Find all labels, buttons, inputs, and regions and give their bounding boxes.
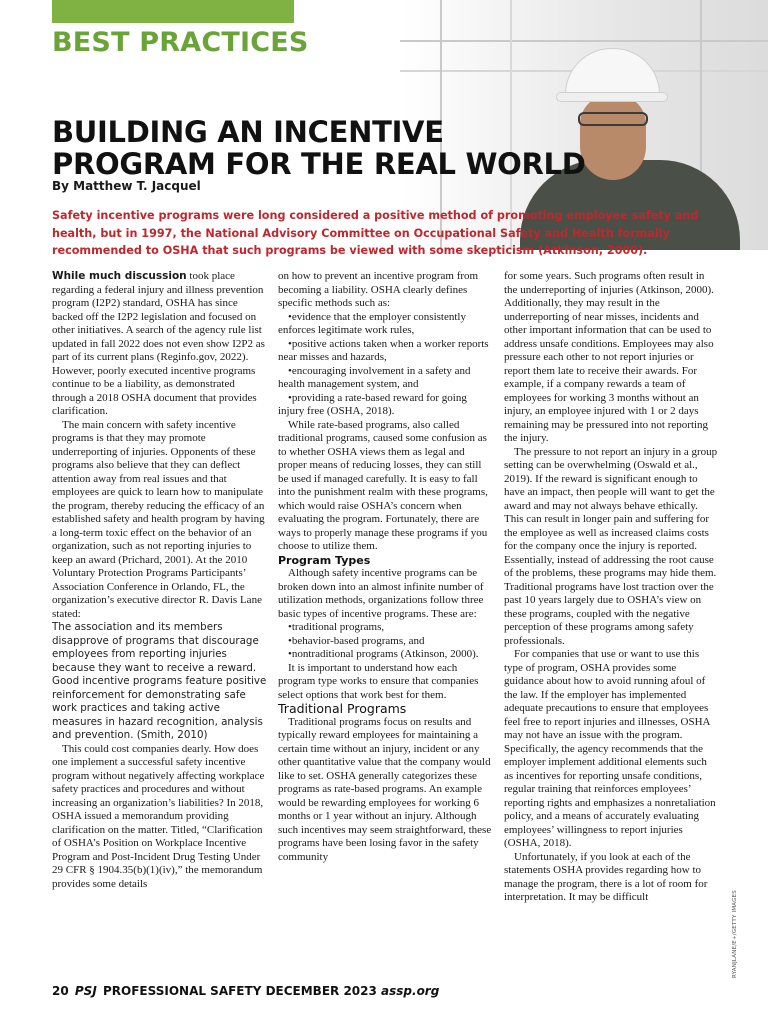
paragraph: The pressure to not report an injury in a group setting can be overwhelming (Oswald et al., 2019). If the reward is significant enough to have an impact, then people will want to get the award and may not always behave ethically. This can result in longer pain and suffering for the employee as well as increased claims costs for the company once the injury is reported. Essentially, instead of addressing the root cause of the problems, these programs may hide them. Traditional programs have lost traction over the past 10 years largely due to OSHA’s view on these programs, coupled with the negative perception of these programs among safety professionals. (504, 445, 718, 647)
column-3 (504, 270, 718, 905)
byline: By Matthew T. Jacquel (52, 179, 201, 193)
headline-line-1: BUILDING AN INCENTIVE (52, 115, 444, 149)
list-item: •evidence that the employer consistently enforces legitimate work rules, (278, 310, 466, 336)
section-color-bar (52, 0, 294, 23)
paragraph: Although safety incentive programs can be broken down into an almost infinite number of utilization methods, organizations follow three basic types of incentive programs. These are: (278, 567, 484, 620)
block-quote: The association and its members disapprove of programs that discourage employees from reporting injuries because they want to receive a reward. Good incentive programs feature positive reinforcement for demonstrating safe work practices and taking active measures in hazard recognition, analysis and prevention. (Smith, 2010) (52, 621, 267, 741)
headline (52, 116, 612, 180)
subhead-program-types: Program Types (278, 553, 371, 567)
page-number: 20 (52, 984, 69, 998)
paragraph: on how to prevent an incentive program from becoming a liability. OSHA clearly defines specific methods such as: (278, 270, 479, 309)
section-tag: BEST PRACTICES (52, 27, 309, 58)
website-link[interactable]: assp.org (381, 984, 440, 998)
intro-deck: Safety incentive programs were long considered a positive method of promoting employee safety and health, but in 1997, the National Advisory Committee on Occupational Safety and Health formally recommended to OSHA that such programs be viewed with some skepticism (Atkinson, 2000). (52, 209, 699, 257)
photo-credit-wrap (730, 870, 740, 980)
paragraph: The main concern with safety incentive programs is that they may promote underreporting of injuries. Opponents of these programs also believe that they can deflect attention away from real issues and that employees are quick to learn how to manipulate the program, thereby reducing the efficacy of an established safety and health program by having a long-term toxic effect on the behavior of an organization, such as not reporting injuries to keep an award (Prichard, 2001). At the 2010 Voluntary Protection Programs Participants’ Association Conference in Orlando, FL, the organization’s executive director R. Davis Lane stated: (52, 418, 265, 620)
paragraph: Unfortunately, if you look at each of the statements OSHA provides regarding how to manage the program, there is a lot of room for interpretation. It may be difficult (504, 850, 708, 903)
list-item: •traditional programs, (288, 621, 385, 633)
list-item: •encouraging involvement in a safety and health management system, and (278, 364, 471, 390)
list-item: •providing a rate-based reward for going injury free (OSHA, 2018). (278, 391, 467, 417)
list-item: •nontraditional programs (Atkinson, 2000). (288, 648, 479, 660)
page-footer (52, 984, 439, 998)
issue-date: DECEMBER 2023 (265, 984, 377, 998)
list-item: •positive actions taken when a worker reports near misses and hazards, (278, 337, 489, 363)
column-1 (52, 270, 267, 891)
brand-logo: PSJ (74, 984, 97, 998)
lead-in: While much discussion (52, 270, 187, 282)
paragraph: This could cost companies dearly. How does one implement a successful safety incentive program without negatively affecting workplace safety practices and procedures and without increasing an organization’s liabilities? In 2018, OSHA issued a memorandum providing clarification on the matter. Titled, “Clarification of OSHA’s Position on Workplace Incentive Program and Post-Incident Drug Testing Under 29 CFR § 1904.35(b)(1)(iv),” the memorandum provides some details (52, 742, 265, 890)
paragraph: Traditional programs focus on results and typically reward employees for maintaining a certain time without an injury, incident or any other quantitative value that the company would like to set. OSHA generally categorizes these programs as rate-based programs. An example would be rewarding employees for working 6 months or 1 year without an injury. Although such incentives may seem straightforward, these programs have been losing favor in the safety community (278, 715, 492, 863)
paragraph: While much discussion took place regarding a federal injury and illness prevention program (I2P2) standard, OSHA has since backed off the I2P2 legislation and focused on other initiatives. A search of the agency rule list updated in fall 2022 does not even show I2P2 as part of its current plans (Reginfo.gov, 2022). However, poorly executed incentive programs continue to be a liability, as demonstrated through a 2018 OSHA document that provides clarification. (52, 270, 265, 417)
column-2 (278, 270, 494, 864)
paragraph: It is important to understand how each program type works to ensure that companies select options that work best for them. (278, 661, 479, 701)
subhead-traditional-programs: Traditional Programs (278, 701, 407, 716)
paragraph: for some years. Such programs often result in the underreporting of injuries (Atkinson, 2000). Additionally, they may result in the underreporting of near misses, incidents and other important information that can be used to address unsafe conditions. Employees may also pressure each other to not report injuries or report them late to receive their awards. For example, if a company rewards a team of employees for working 3 months without an injury, an employee injured with 1 or 2 days remaining may be pressured into not reporting the injury. (504, 270, 714, 444)
publication-name: PROFESSIONAL SAFETY (102, 984, 262, 998)
photo-credit: RYANJLANE/E+/GETTY IMAGES (732, 890, 738, 978)
paragraph: For companies that use or want to use this type of program, OSHA provides some guidance about how to avoid running afoul of the law. If the employer has implemented adequate precautions to ensure that employees feel free to report injuries and illnesses, OSHA may not have an issue with the program. Specifically, the agency recommends that the employer implement additional elements such as incentives for reporting unsafe conditions, regular training that reinforces employees’ reporting rights and emphasizes a nonretaliation policy, and a means of accurately evaluating employees’ willingness to report injuries (OSHA, 2018). (504, 648, 716, 849)
paragraph: While rate-based programs, also called traditional programs, caused some confusion as to whether OSHA views them as legal and proper means of reducing losses, they can still be used if managed carefully. It is easy to fall into the punishment realm with these programs, which would raise OSHA’s concern when evaluating the program. Fortunately, there are ways to properly manage these programs if you choose to utilize them. (278, 418, 488, 552)
headline-line-2: PROGRAM FOR THE REAL WORLD (52, 147, 586, 181)
list-item: •behavior-based programs, and (288, 634, 425, 647)
